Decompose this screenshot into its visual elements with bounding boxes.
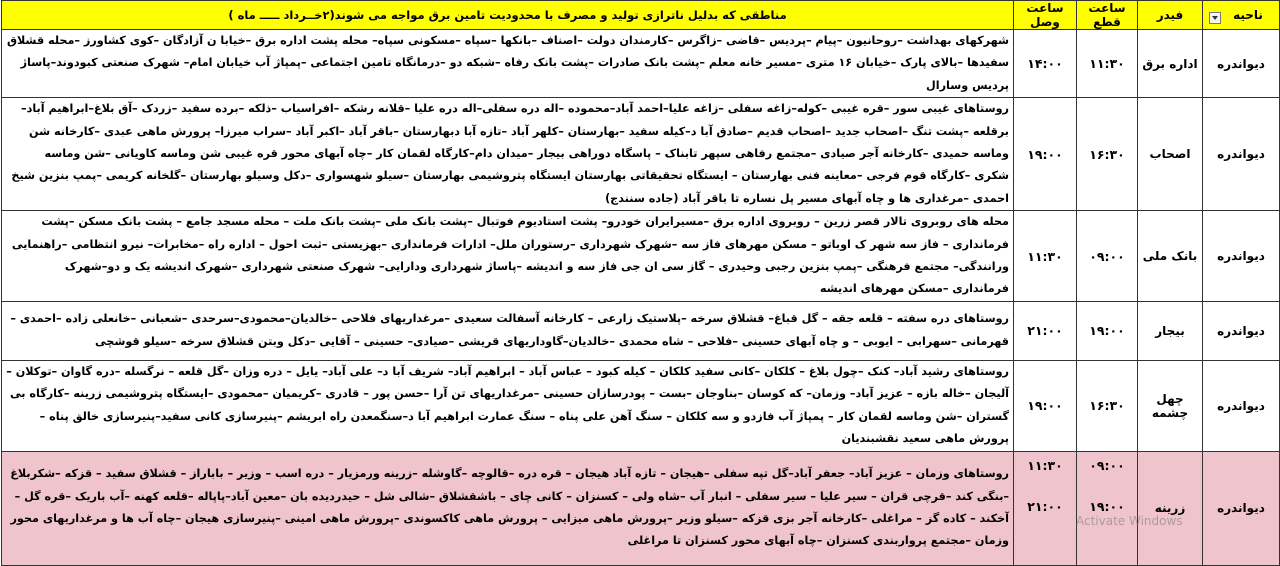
header-cut-time: ساعت قطع [1077,1,1138,30]
table-row [2,211,1280,302]
cut-time-cell: ۱۹:۰۰ [1077,301,1138,360]
table-row [2,98,1280,211]
table-row [2,301,1280,360]
connect-time-cell: ۱۹:۰۰ [1014,98,1077,211]
connect-time-cell: ۱۹:۰۰ [1014,360,1077,451]
region-cell: دیواندره [1203,211,1280,302]
region-cell: دیواندره [1203,360,1280,451]
connect-time-2: ۲۱:۰۰ [1027,498,1063,514]
cut-time-2: ۱۹:۰۰ [1089,498,1125,514]
header-row [2,1,1280,30]
feeder-cell: چهل چشمه [1138,360,1203,451]
cut-time-1: ۰۹:۰۰ [1089,457,1125,473]
cut-time-cell: ۱۱:۳۰ [1077,30,1138,98]
cut-time-cell: ۱۶:۳۰ [1077,98,1138,211]
outage-table [1,0,1280,566]
areas-cell: محله های روبروی تالار قصر زرین – روبروی اداره برق –مسیرایران خودرو– پشت استادیوم فوتبال –پشت بانک ملی –پشت بانک ملت – محله مسجد جامع – پشت بانک مسکن –پشت فرمانداری – فاز سه شهر ک اوباتو – مسکن مهرهای فاز سه –شهرک شهرداری –رستوران ملل– ادارات فرمانداری –بهزیستی –ثبت احول – اداره راه –مخابرات– نیرو انتظامی –راهنمایی ورانندگی– مجتمع فرهنگی –پمپ بنزین رجبی وحیدری – گاز سی ان جی فاز سه و اندیشه –پاساژ شهرداری ودارایی– شهرک صنعتی شهرداری –شهرک اندیشه یک و دو–شهرک فرمانداری –مسکن مهرهای اندیشه [2,211,1014,302]
areas-cell: روستاهای دره سفته – قلعه جقه – گل قباغ– قشلاق سرخه –پلاستیک زارعی – کارخانه آسفالت سعیدی –مرغداریهای فلاحی –خالدیان–محمودی–سرحدی –شعبانی –خانعلی زاده –احمدی –قهرمانی –سهرابی – ایوبی – و چاه آبهای حسینی –فلاحی – شاه محمدی –خالدیان–گاوداریهای قریشی –صیادی– حسینی – آقایی –دکل وبتن قشلاق سرخه –سیلو قوشچی [2,301,1014,360]
areas-cell: شهرکهای بهداشت –روحانیون –پیام –پردیس –قاضی –زاگرس –کارمندان دولت –اصناف –بانکها –سپاه –مسکونی سپاه– محله پشت اداره برق –خیابا ن آزادگان –کوی کشاورز –محله قشلاق سفیدها –بالای پارک –خیابان ۱۶ متری –مسیر خانه معلم –پشت بانک صادرات –پشت بانک رفاه –شبکه دو –درمانگاه تامین اجتماعی –پمپاژ آب خیابان امام– شهرک صنعتی کبودوند–پاساژ پردیس وسارال [2,30,1014,98]
areas-cell: روستاهای وزمان – عزیز آباد– جعفر آباد–گل تپه سفلی –هیجان – تازه آباد هیجان – قره دره –قالوچه –گاوشله –زرینه ورمزیار – دره اسب – وزیر – باباراز – قشلاق سفید – قزکه –شکربلاغ –بنگی کند –قرچی قران – سیر علیا – سیر سفلی – انبار آب –شاه ولی – کسنزان – کانی چای – باشقشلاق –شالی شل – حیدردیده بان –معین آباد–پاپاله –قلعه کهنه –آب باریک –قره گل – آخکند – کاده گز – مراغلی –کارخانه آجر بزی قزکه –سیلو وزیر –پرورش ماهی میزایی – پرورش ماهی کاکسوندی –پرورش ماهی امینی –پنیرسازی هیجان –چاه آب ها و مرغداریهای محور وزمان –مجتمع پرواربندی کسنزان –چاه آبهای محور کسنزان تا مراغلی [2,451,1014,565]
feeder-cell: اداره برق [1138,30,1203,98]
region-cell: دیواندره [1203,451,1280,565]
header-connect-time: ساعت وصل [1014,1,1077,30]
table-row [2,30,1280,98]
filter-dropdown-icon[interactable] [1209,12,1221,24]
cut-time-cell: ۰۹:۰۰ [1077,211,1138,302]
header-feeder: فیدر [1138,1,1203,30]
areas-cell: روستاهای غیبی سور –قره غیبی –کوله–زاغه سفلی –زاغه علیا–احمد آباد–محموده –اله دره سفلی–اله دره علیا –قلانه رشکه –افراسیاب –ذلکه –برده سفید –زردک –آق بلاغ–ابراهیم آباد– برقلعه –پشت تنگ –اصحاب جدید –اصحاب قدیم –صادق آبا د–کیله سفید –بهارستان –کلهر آباد –تازه آبا دبهارستان –باقر آباد –اکبر آباد –سراب میرزا– پرورش ماهی عبدی –کارخانه شن وماسه حمیدی –کارخانه آجر صیادی –مجتمع رفاهی سپهر تابناک – پاسگاه دوراهی بیجار –میدان دام–کارگاه لقمان کار –چاه آبهای محور قره غیبی شن وماسه کاویانی –شن وماسه شکری –کارگاه قوم فرجی –معاینه فنی بهارستان – ایستگاه تحقیقاتی بهارستان ایستگاه پتروشیمی بهارستان –سیلو شهسواری –دکل وسیلو بهارستان –گلخانه کریمی –پمپ بنزین شیخ احمدی –مرغداری ها و چاه آبهای مسیر پل نساره تا باقر آباد (جاده سنندج) [2,98,1014,211]
header-region[interactable]: ناحیه [1203,1,1280,30]
connect-time-cell: ۱۴:۰۰ [1014,30,1077,98]
feeder-cell: بانک ملی [1138,211,1203,302]
table-row [2,360,1280,451]
cut-time-cell: ۱۶:۳۰ [1077,360,1138,451]
activation-watermark: Activate Windows [1076,514,1183,528]
areas-cell: روستاهای رشید آباد– کنک –چول بلاغ – کلکان –کانی سفید کلکان – کیله کبود – عباس آباد – ابراهیم آباد– شریف آبا د– علی آباد– یایل – دره وزان –گل قلعه – نرگسله –دره گاوان –توکلان –آلیجان –خاله بازه – عزیز آباد– وزمان– که کوسان –بناوجان –بست – پودرسازان حسینی –مرغداریهای تن آرا –حسن پور – قادری –کریمیان –محمودی –ایستگاه پتروشیمی زرینه –کارگاه بی گستران –شن وماسه لقمان کار – پمپاژ آب فازدو و سه کلکان – سنگ آهن علی پناه – سنگ عمارت ابراهیم آبا د–سنگمعدن راه ابریشم –پنیرسازی کانی سفید–پنیرسازی خالق پناه – پرورش ماهی سعید نقشبندیان [2,360,1014,451]
region-cell: دیواندره [1203,30,1280,98]
connect-time-cell [1014,451,1077,565]
connect-time-cell: ۱۱:۳۰ [1014,211,1077,302]
connect-time-cell: ۲۱:۰۰ [1014,301,1077,360]
region-cell: دیواندره [1203,98,1280,211]
feeder-cell: زرینه [1138,451,1203,565]
feeder-cell: بیجار [1138,301,1203,360]
region-cell: دیواندره [1203,301,1280,360]
cut-time-cell [1077,451,1138,565]
table-row [2,451,1280,565]
header-areas-title: مناطقی که بدلیل ناترازی تولید و مصرف با محدودیت تامین برق مواجه می شوند(۲خــرداد ـــــ ماه ) [2,1,1014,30]
feeder-cell: اصحاب [1138,98,1203,211]
connect-time-1: ۱۱:۳۰ [1027,457,1063,473]
